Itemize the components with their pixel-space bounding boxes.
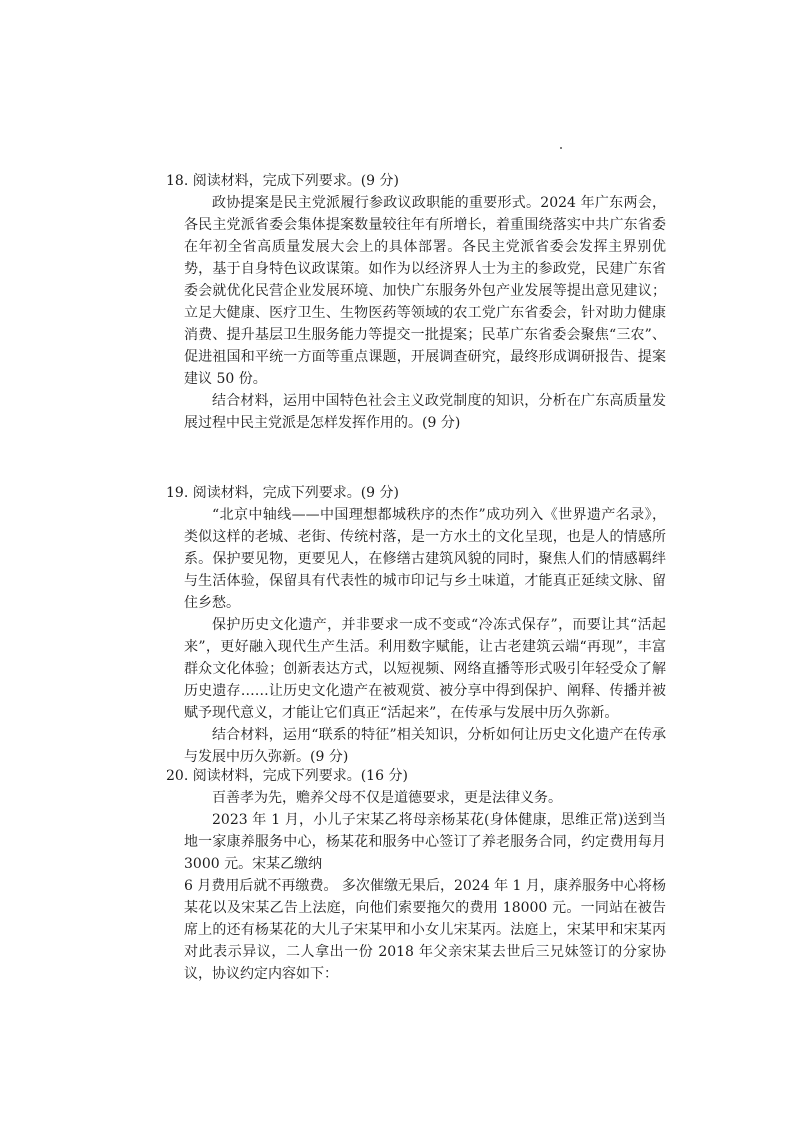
question-18-prompt: 结合材料，运用中国特色社会主义政党制度的知识，分析在广东高质量发展过程中民主党派是怎样发挥作用的。(9 分) — [184, 393, 666, 431]
question-20-heading: 20. 阅读材料，完成下列要求。(16 分) — [166, 768, 408, 784]
question-20-case: 2023 年 1 月，小儿子宋某乙将母亲杨某花(身体健康，思维正常)送到当地一家康养服务中心，杨某花和服务中心签订了养老服务合同，约定费用每月 3000 元。宋某乙缴纳 — [184, 812, 666, 872]
question-20-intro: 百善孝为先，赡养父母不仅是道德要求，更是法律义务。 — [212, 790, 562, 806]
question-20 — [166, 765, 666, 985]
question-19-prompt: 结合材料，运用“联系的特征”相关知识，分析如何让历史文化遗产在传承与发展中历久弥新。(9 分) — [184, 727, 666, 765]
question-19-material-2: 保护历史文化遗产，并非要求一成不变或“冷冻式保存”，而要让其“活起来”，更好融入现代生产生活。利用数字赋能，让古老建筑云端“再现”，丰富群众文化体验；创新表达方式，以短视频、网络直播等形式吸引年轻受众了解历史遗存……让历史文化遗产在被观赏、被分享中得到保护、阐释、传播并被赋予现代意义，才能让它们真正“活起来”，在传承与发展中历久弥新。 — [184, 617, 666, 721]
question-18-heading: 18. 阅读材料，完成下列要求。(9 分) — [166, 173, 399, 189]
question-19-heading: 19. 阅读材料，完成下列要求。(9 分) — [166, 485, 399, 501]
question-18-material: 政协提案是民主党派履行参政议政职能的重要形式。2024 年广东两会，各民主党派省委会集体提案数量较往年有所增长，着重围绕落实中共广东省委在年初全省高质量发展大会上的具体部署。各民主党派省委会发挥主界别优势，基于自身特色议政谋策。如作为以经济界人士为主的参政党，民建广东省委会就优化民营企业发展环境、加快广东服务外包产业发展等提出意见建议；立足大健康、医疗卫生、生物医药等领域的农工党广东省委会，针对助力健康消费、提升基层卫生服务能力等提交一批提案；民革广东省委会聚焦“三农”、促进祖国和平统一方面等重点课题，开展调查研究，最终形成调研报告、提案建议 50 份。 — [184, 195, 666, 387]
question-20-case-continued: 6 月费用后就不再缴费。 多次催缴无果后，2024 年 1 月，康养服务中心将杨某花以及宋某乙告上法庭，向他们索要拖欠的费用 18000 元。一同站在被告席上的还有杨某花的大儿子宋某甲和小女儿宋某丙。法庭上，宋某甲和宋某丙对此表示异议，二人拿出一份 2018 年父亲宋某去世后三兄妹签订的分家协议，协议约定内容如下： — [184, 878, 666, 982]
question-18 — [166, 170, 666, 434]
question-19-material-1: “北京中轴线——中国理想都城秩序的杰作”成功列入《世界遗产名录》，类似这样的老城、老街、传统村落，是一方水土的文化呈现，也是人的情感所系。保护要见物，更要见人，在修缮古建筑风貌的同时，聚焦人们的情感羁绊与生活体验，保留具有代表性的城市印记与乡土味道，才能真正延续文脉、留住乡愁。 — [184, 507, 666, 611]
question-19 — [166, 482, 666, 768]
speck-mark — [560, 147, 562, 149]
